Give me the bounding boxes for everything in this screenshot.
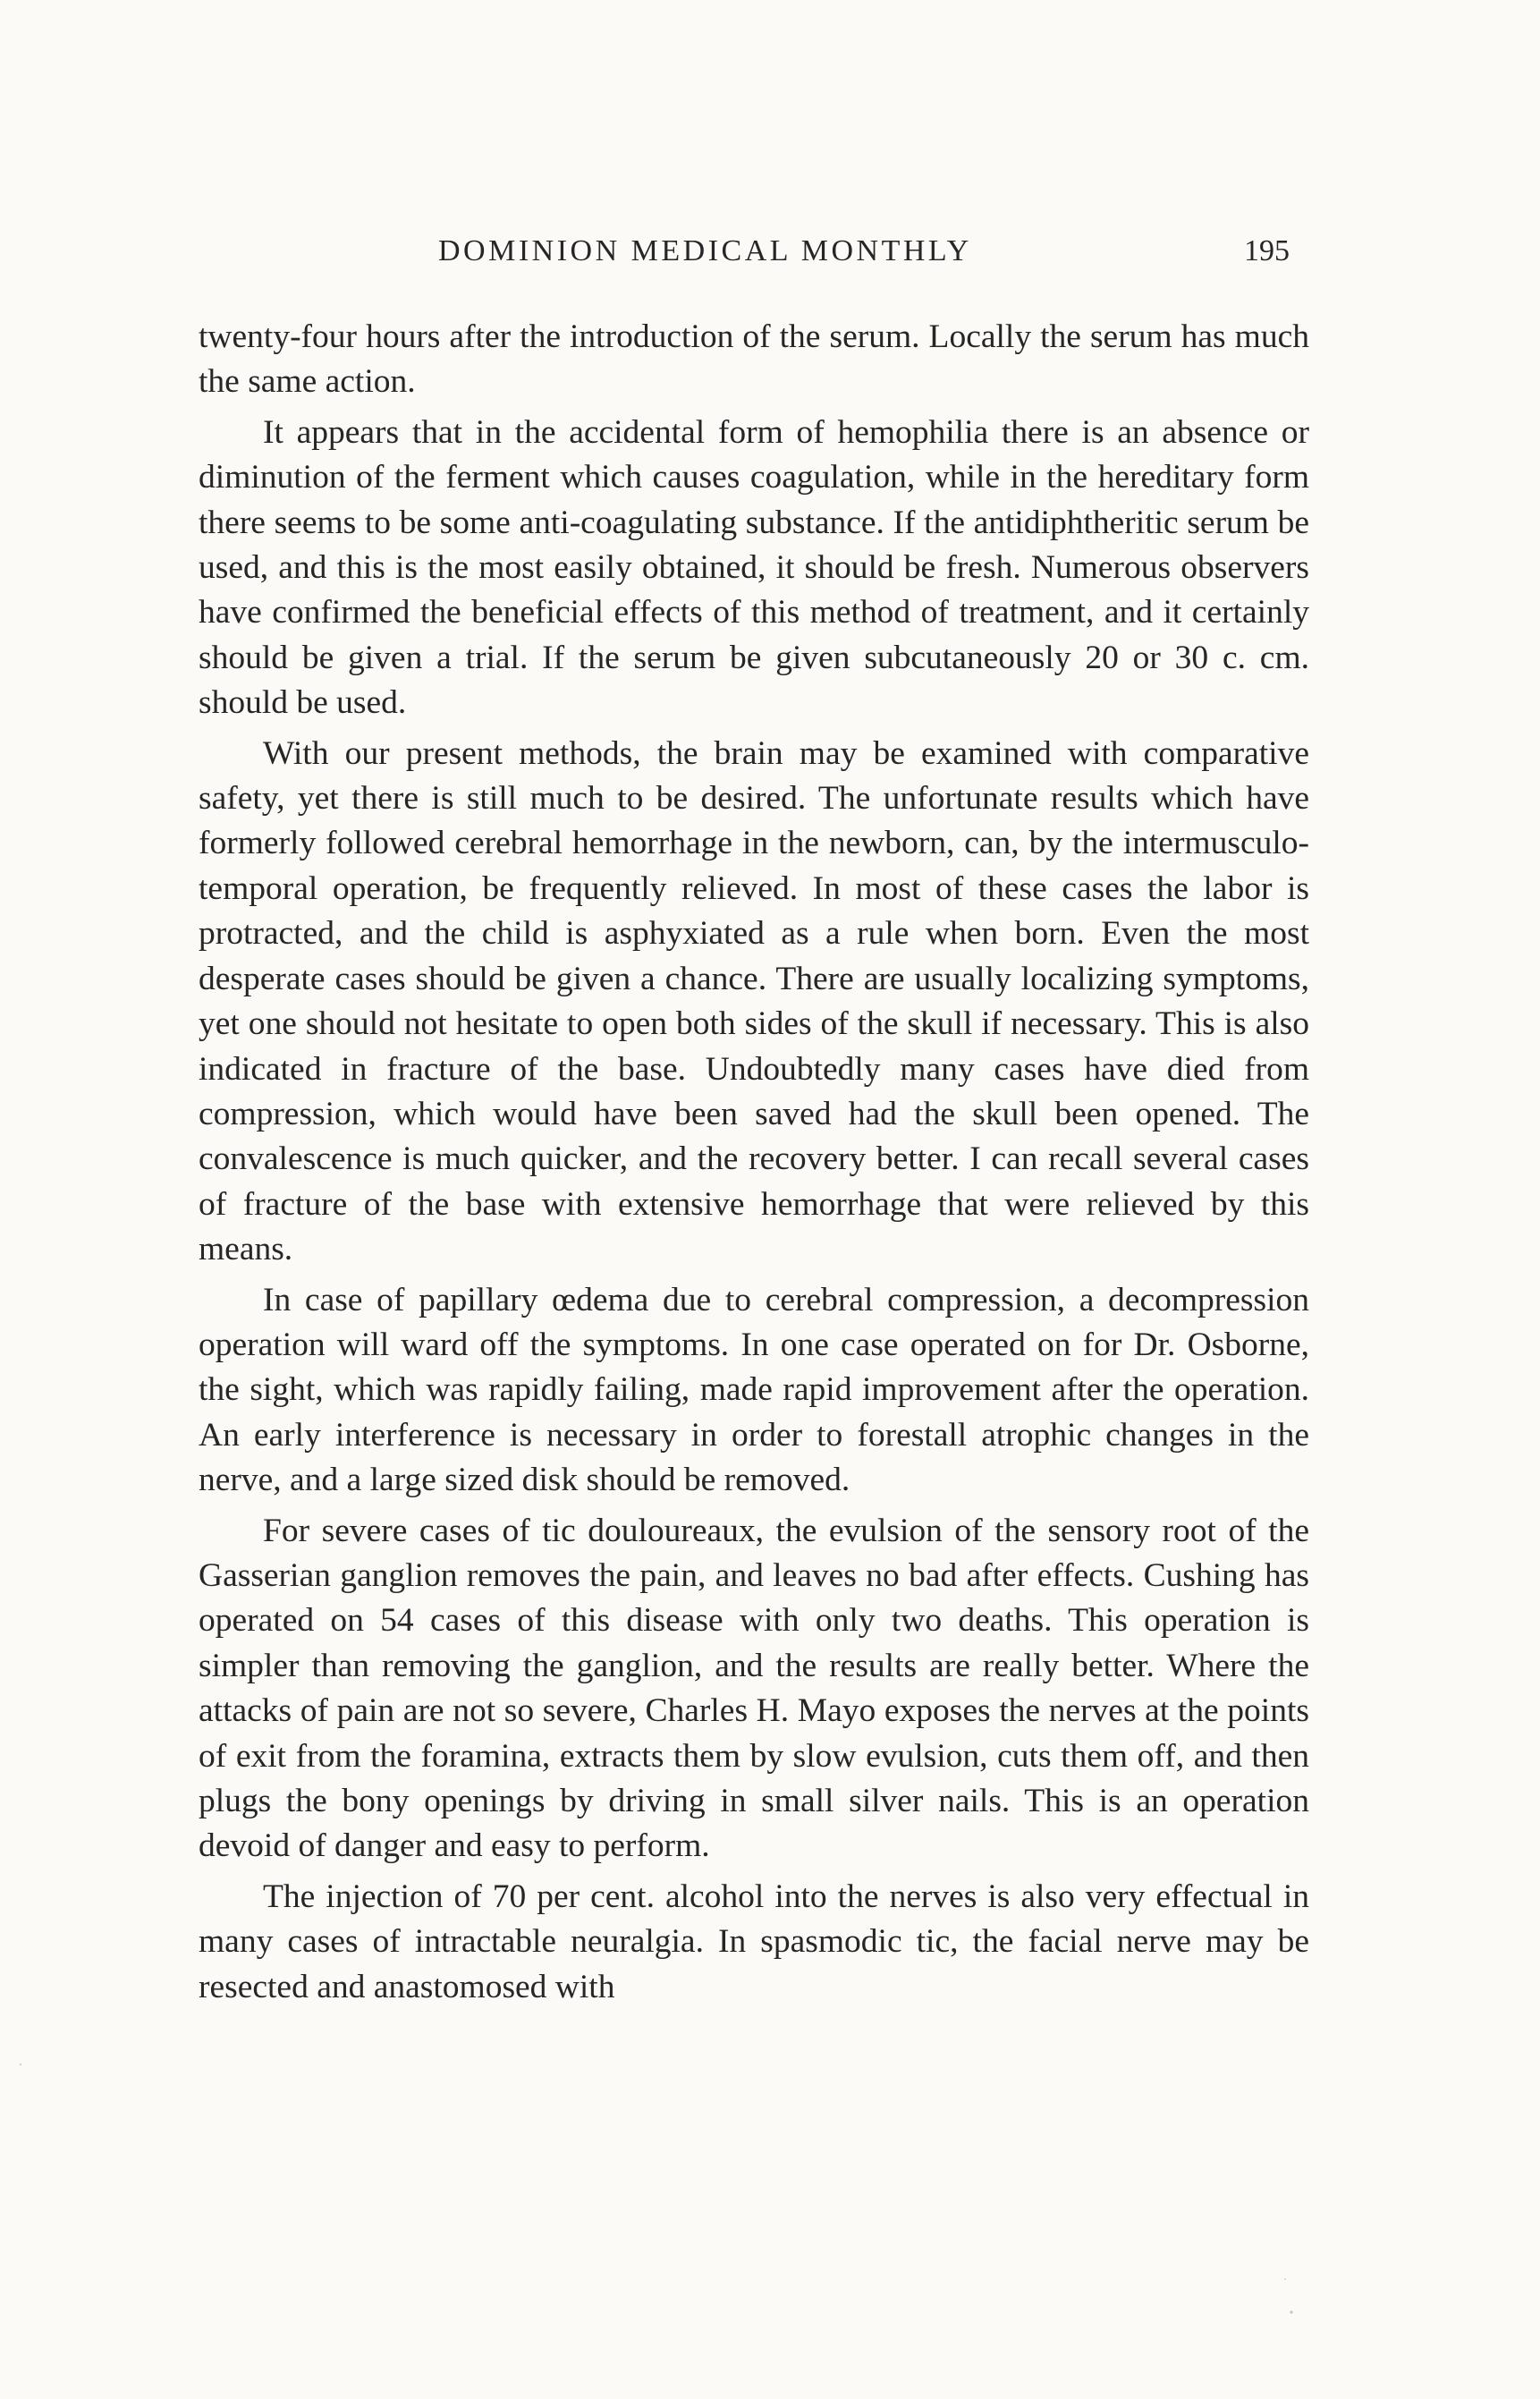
paragraph-alcohol-injection: The injection of 70 per cent. alcohol into the nerves is also very effectual in many cases of intractable neuralgia. In spasmodic tic, the facial nerve may be resected and anastomosed with	[199, 1878, 1309, 2005]
page-number: 195	[1244, 234, 1290, 267]
paper-speck	[20, 2064, 21, 2065]
paper-speck	[1290, 2310, 1292, 2313]
paragraph-hemophilia: It appears that in the accidental form of hemophilia there is an absence or diminution of the ferment which causes coagulation, while in the hereditary form there seems to be some anti-coagulating substance. If the antidiphtheritic serum be used, and this is the most easily obtained, it should be fresh. Numerous observers have confirmed the beneficial effects of this method of treatment, and it certainly should be given a trial. If the serum be given subcutaneously 20 or 30 c. cm. should be used.	[199, 413, 1309, 722]
paper-speck	[1284, 2278, 1286, 2280]
paragraph-brain-surgery: With our present methods, the brain may be examined with comparative safety, yet there is still much to be desired. The unfortunate results which have formerly followed cerebral hemorrhage in the newborn, can, by the intermusculo-temporal operation, be frequently relieved. In most of these cases the labor is protracted, and the child is asphyxiated as a rule when born. Even the most desperate cases should be given a chance. There are usually localizing symptoms, yet one should not hesitate to open both sides of the skull if necessary. This is also indicated in fracture of the base. Undoubtedly many cases have died from compression, which would have been saved had the skull been opened. The convalescence is much quicker, and the recovery better. I can recall several cases of fracture of the base with extensive hemorrhage that were relieved by this means.	[199, 734, 1309, 1268]
page-header	[197, 234, 1309, 288]
running-head: DOMINION MEDICAL MONTHLY	[438, 234, 972, 267]
paragraph-papillary-oedema: In case of papillary œdema due to cerebral compression, a decompression operation will ward off the symptoms. In one case operated on for Dr. Osborne, the sight, which was rapidly failing, made rapid improvement after the operation. An early interference is necessary in order to forestall atrophic changes in the nerve, and a large sized disk should be removed.	[199, 1281, 1309, 1499]
paragraph-continuation: twenty-four hours after the introduction of the serum. Locally the serum has much the same action.	[199, 318, 1309, 401]
body-text	[199, 315, 1309, 2015]
paragraph-tic-douloureaux: For severe cases of tic douloureaux, the evulsion of the sensory root of the Gasserian ganglion removes the pain, and leaves no bad after effects. Cushing has operated on 54 cases of this disease with only two deaths. This operation is simpler than removing the ganglion, and the results are really better. Where the attacks of pain are not so severe, Charles H. Mayo exposes the nerves at the points of exit from the foramina, extracts them by slow evulsion, cuts them off, and then plugs the bony openings by driving in small silver nails. This is an operation devoid of danger and easy to perform.	[199, 1512, 1309, 1865]
